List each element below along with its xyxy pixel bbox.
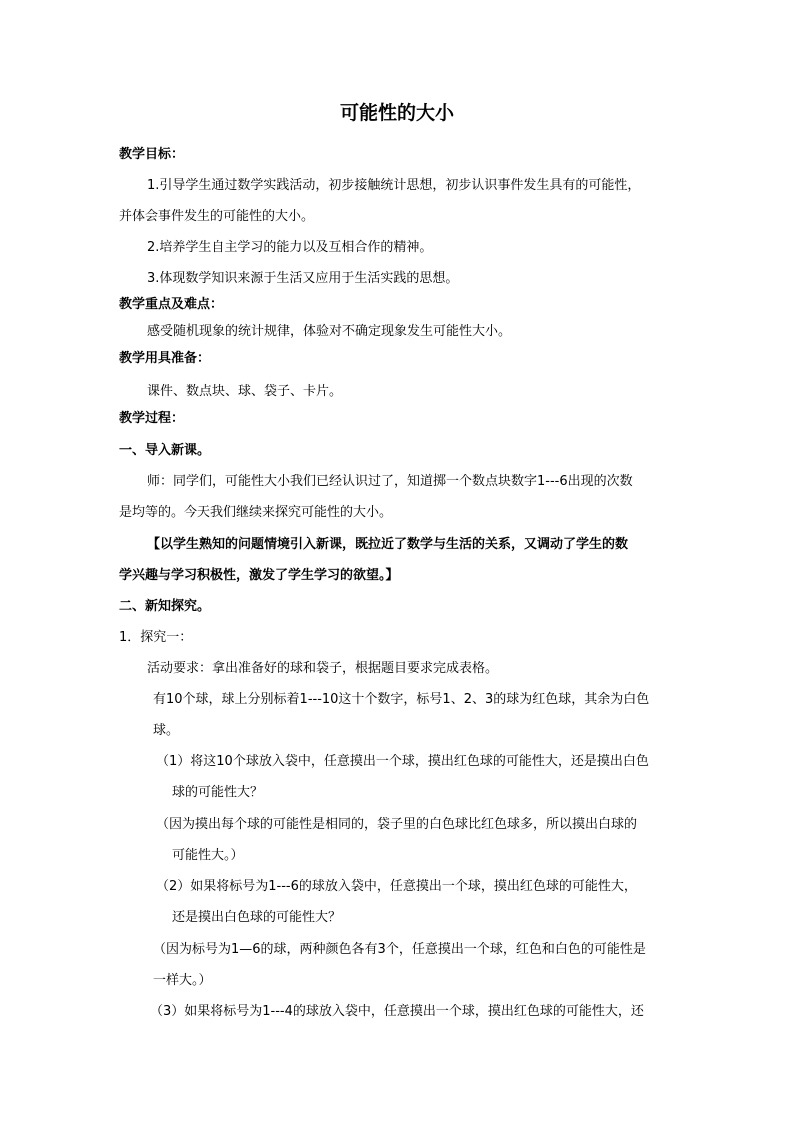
answer-2-line-1: （因为标号为1—6的球，两种颜色各有3个，任意摸出一个球，红色和白色的可能性是	[153, 942, 646, 957]
question-3-line-1: （3）如果将标号为1---4的球放入袋中，任意摸出一个球，摸出红色球的可能性大，还	[150, 1004, 644, 1019]
question-2-line-2: 还是摸出白色球的可能性大？	[172, 910, 342, 925]
goals-heading: 教学目标：	[119, 147, 185, 162]
answer-2-line-2: 一样大。）	[153, 973, 212, 988]
goal-1-line-1: 1.引导学生通过数学实践活动，初步接触统计思想，初步认识事件发生具有的可能性，	[147, 178, 641, 193]
goal-3: 3.体现数学知识来源于生活又应用于生活实践的思想。	[147, 271, 459, 286]
note-line-2: 学兴趣与学习积极性，激发了学生学习的欲望。】	[119, 568, 399, 583]
part-2-heading: 二、新知探究。	[119, 599, 211, 614]
note-line-1: 【以学生熟知的问题情境引入新课，既拉近了数学与生活的关系，又调动了学生的数	[147, 537, 629, 552]
explore-1-label: 1．探究一：	[119, 630, 193, 645]
goal-1-line-2: 并体会事件发生的可能性的大小。	[119, 209, 315, 224]
activity-requirement: 活动要求：拿出准备好的球和袋子，根据题目要求完成表格。	[147, 661, 499, 676]
tools-heading: 教学用具准备：	[119, 351, 211, 366]
intro-line-2: 是均等的。今天我们继续来探究可能性的大小。	[119, 505, 393, 520]
answer-1-line-1: （因为摸出每个球的可能性是相同的，袋子里的白色球比红色球多，所以摸出白球的	[156, 817, 638, 832]
tools-text: 课件、数点块、球、袋子、卡片。	[147, 384, 343, 399]
answer-1-line-2: 可能性大。）	[172, 848, 244, 863]
question-1-line-2: 球的可能性大？	[172, 785, 264, 800]
part-1-heading: 一、导入新课。	[119, 443, 211, 458]
page-title: 可能性的大小	[339, 102, 454, 124]
question-1-line-1: （1）将这10个球放入袋中，任意摸出一个球，摸出红色球的可能性大，还是摸出白色	[156, 754, 649, 769]
key-points-heading: 教学重点及难点：	[119, 297, 224, 312]
intro-line-1: 师：同学们，可能性大小我们已经认识过了，知道掷一个数点块数字1---6出现的次数	[147, 474, 633, 489]
question-2-line-1: （2）如果将标号为1---6的球放入袋中，任意摸出一个球，摸出红色球的可能性大，	[156, 879, 637, 894]
process-heading: 教学过程：	[119, 411, 185, 426]
setup-line-2: 球。	[153, 723, 180, 738]
key-points-text: 感受随机现象的统计规律，体验对不确定现象发生可能性大小。	[147, 324, 512, 339]
goal-2: 2.培养学生自主学习的能力以及互相合作的精神。	[147, 240, 433, 255]
setup-line-1: 有10个球，球上分别标着1---10这十个数字，标号1、2、3的球为红色球，其余为白色	[153, 692, 650, 707]
